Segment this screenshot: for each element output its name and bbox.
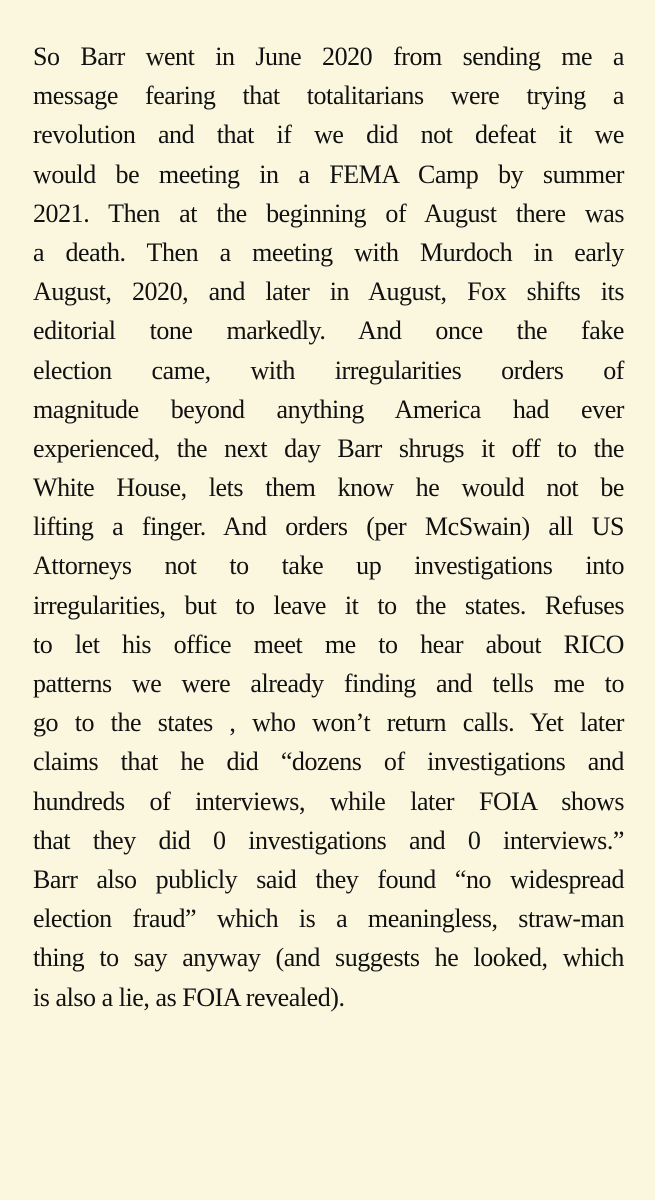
text-line: to let his office meet me to hear about RICO — [33, 629, 624, 659]
text-line: election fraud” which is a meaningless, straw-man — [33, 904, 624, 934]
text-line: 2021. Then at the beginning of August there was — [33, 198, 624, 228]
text-line: would be meeting in a FEMA Camp by summer — [33, 159, 624, 189]
text-line: hundreds of interviews, while later FOIA shows — [33, 786, 624, 816]
document-text — [33, 37, 624, 1017]
text-line: go to the states , who won’t return calls. Yet later — [33, 708, 624, 738]
text-line: revolution and that if we did not defeat it we — [33, 120, 624, 150]
text-line: Barr also publicly said they found “no widespread — [33, 864, 624, 894]
text-line: claims that he did “dozens of investigations and — [33, 747, 624, 777]
text-line: a death. Then a meeting with Murdoch in early — [33, 237, 624, 267]
text-line: experienced, the next day Barr shrugs it off to the — [33, 433, 624, 463]
text-line: that they did 0 investigations and 0 interviews.” — [33, 825, 624, 855]
text-line: lifting a finger. And orders (per McSwain) all US — [33, 512, 624, 542]
text-line: patterns we were already finding and tells me to — [33, 669, 624, 698]
text-line: So Barr went in June 2020 from sending me a — [33, 42, 624, 71]
text-line: is also a lie, as FOIA revealed). — [33, 982, 345, 1012]
text-line: magnitude beyond anything America had ever — [33, 394, 624, 424]
text-line: editorial tone markedly. And once the fake — [33, 316, 624, 346]
text-line: August, 2020, and later in August, Fox shifts its — [33, 277, 624, 307]
text-line: message fearing that totalitarians were trying a — [33, 81, 624, 111]
text-line: thing to say anyway (and suggests he looked, which — [33, 943, 624, 973]
text-line: White House, lets them know he would not be — [33, 473, 624, 503]
text-line: irregularities, but to leave it to the states. Refuses — [33, 590, 624, 620]
text-line: Attorneys not to take up investigations into — [33, 551, 624, 581]
text-line: election came, with irregularities orders of — [33, 355, 624, 385]
